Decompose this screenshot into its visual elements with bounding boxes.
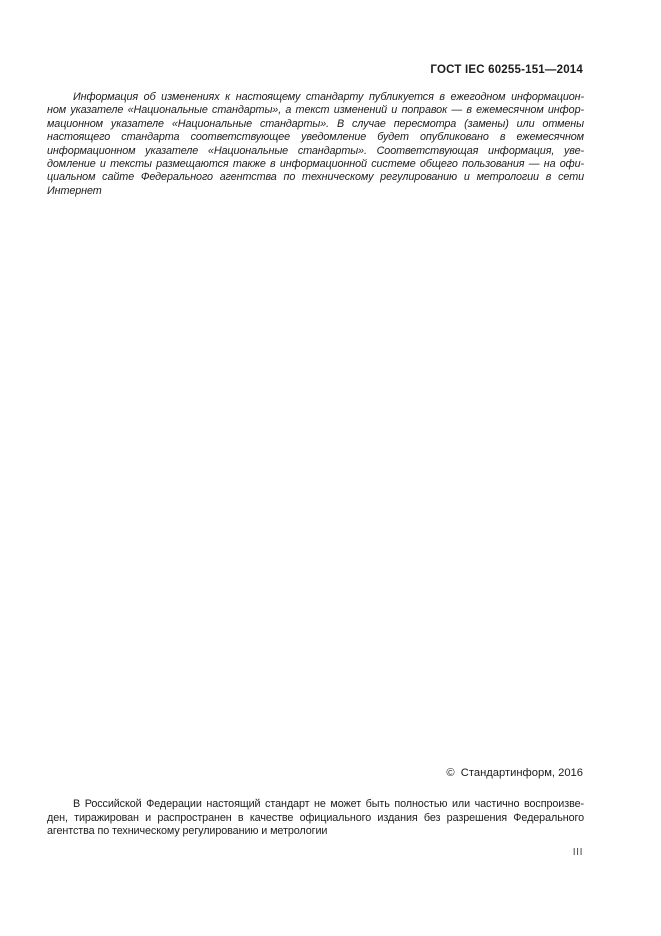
page-number: III [572, 846, 583, 858]
info-paragraph-line: настоящего стандарта соответствующее уведомление будет опубликовано в ежемесячном [47, 131, 584, 144]
info-paragraph-line: домление и тексты размещаются также в информационной системе общего пользования — на офи- [47, 158, 584, 171]
info-paragraph-line: информационном указателе «Национальные стандарты». Соответствующая информация, уве- [47, 144, 584, 157]
copyright-notice: © Стандартинформ, 2016 [446, 767, 583, 779]
info-paragraph-line: Информация об изменениях к настоящему стандарту публикуется в ежегодном информацион- [73, 91, 584, 103]
info-paragraph-line: Интернет [47, 184, 102, 197]
info-paragraph-line: циальном сайте Федерального агентства по техническому регулированию и метрологии в сети [47, 171, 584, 184]
legal-paragraph-line: агентства по техническому регулированию и метрологии [47, 825, 328, 838]
info-paragraph-line: мационном указателе «Национальные стандарты». В случае пересмотра (замены) или отмены [47, 117, 584, 130]
legal-paragraph [47, 798, 584, 839]
standard-designation-header: ГОСТ IEC 60255-151—2014 [430, 64, 583, 76]
legal-paragraph-line: В Российской Федерации настоящий стандарт не может быть полностью или частично воспроизве- [73, 798, 584, 810]
info-paragraph-line: ном указателе «Национальные стандарты», а текст изменений и поправок — в ежемесячном инфор- [47, 104, 584, 117]
info-paragraph [47, 91, 584, 198]
legal-paragraph-line: ден, тиражирован и распространен в качестве официального издания без разрешения Федерального [47, 811, 584, 824]
